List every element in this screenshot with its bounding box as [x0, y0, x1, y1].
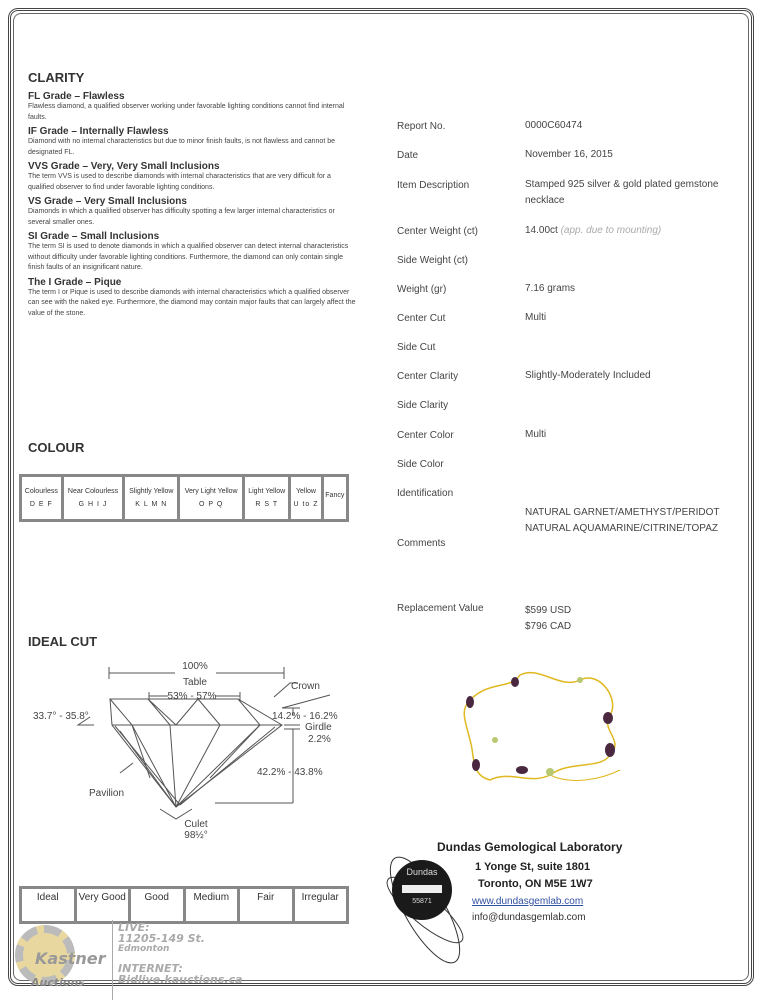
field-value-text: Multi — [525, 429, 547, 440]
diagram-crown-angle: 33.7° - 35.8° — [33, 711, 89, 722]
logo-text: Auctions — [31, 976, 85, 989]
field-value-text: Multi — [525, 312, 547, 323]
grade-text: The term SI is used to denote diamonds in which a qualified observer can detect internal characteristics without difficulty under favorable lighting conditions. Furthermore, the diamond can only contain single finish faults of an insignificant nature. — [28, 243, 349, 271]
lab-website-link[interactable]: www.dundasgemlab.com — [472, 896, 584, 907]
grade-heading: VVS Grade – Very, Very Small Inclusions — [28, 161, 220, 172]
field-value — [525, 368, 725, 384]
cut-grade-label: Fair — [257, 892, 275, 903]
live-city: Edmonton — [118, 944, 170, 954]
lab-address-1: 1 Yonge St, suite 1801 — [475, 861, 591, 873]
cut-grade-cell — [77, 889, 129, 921]
clarity-title: CLARITY — [28, 70, 85, 85]
diagram-pavilion-depth: 42.2% - 43.8% — [257, 767, 323, 778]
colour-name: Fancy — [325, 491, 345, 499]
field-value — [525, 310, 725, 326]
cut-grade-cell — [22, 889, 74, 921]
grade-si — [28, 231, 358, 274]
identification-values — [525, 505, 719, 537]
colour-grades: R S T — [255, 501, 279, 508]
colour-grades: D E F — [29, 501, 53, 508]
field-value-text: 7.16 grams — [525, 283, 576, 294]
grade-heading: IF Grade – Internally Flawless — [28, 126, 169, 137]
grade-if — [28, 126, 358, 158]
colour-grades: O P Q — [199, 501, 224, 508]
field-label: Weight (gr) — [397, 284, 447, 295]
field-label: Side Weight (ct) — [397, 255, 468, 266]
field-value-text: 0000C60474 — [525, 120, 583, 131]
cut-grade-label: Medium — [193, 892, 230, 903]
necklace-photo — [450, 660, 650, 800]
field-value — [525, 177, 725, 209]
grade-text: Diamond with no internal characteristics but due to minor finish faults, is not flawless and cannot be designated FL. — [28, 138, 335, 156]
grade-heading: SI Grade – Small Inclusions — [28, 231, 160, 242]
field-value — [525, 427, 725, 443]
replacement-values — [525, 603, 571, 635]
colour-name: Colourless — [24, 488, 58, 495]
field-label: Center Cut — [397, 313, 446, 324]
replacement-value-label: Replacement Value — [397, 603, 484, 614]
diagram-culet-label: Culet — [184, 819, 208, 830]
field-label: Identification — [397, 488, 454, 499]
watermark-live — [118, 922, 243, 985]
kastner-auctions-logo — [5, 925, 105, 995]
colour-name: Very Light Yellow — [184, 488, 238, 495]
colour-cell — [324, 477, 346, 519]
diamond-cut-diagram — [20, 655, 360, 840]
colour-grades: K L M N — [135, 501, 168, 508]
diagram-girdle-value: 2.2% — [308, 734, 331, 745]
field-label: Report No. — [397, 121, 446, 132]
clarity-section — [28, 88, 358, 319]
field-note: (app. due to mounting) — [560, 225, 662, 236]
colour-cell — [22, 477, 61, 519]
ideal-cut-title: IDEAL CUT — [28, 634, 98, 649]
field-value-text: Stamped 925 silver & gold plated gemstone necklace — [525, 179, 719, 206]
cut-grade-cell — [186, 889, 238, 921]
diagram-width-label: 100% — [182, 661, 208, 672]
seal-number: 55871 — [412, 898, 432, 905]
cut-grade-cell — [240, 889, 292, 921]
replacement-usd: $599 USD — [525, 605, 572, 616]
cut-grade-label: Very Good — [78, 892, 126, 903]
colour-name: Yellow — [296, 488, 316, 495]
cut-grade-table — [19, 886, 349, 924]
colour-cell — [180, 477, 242, 519]
grade-text: Flawless diamond, a qualified observer working under favorable lighting conditions cannot find internal faults. — [28, 103, 345, 121]
grade-heading: The I Grade – Pique — [28, 276, 122, 288]
watermark-divider — [112, 920, 113, 1000]
diagram-table-label: Table — [183, 677, 207, 688]
colour-cell — [64, 477, 123, 519]
seal-top-text: Dundas — [406, 867, 438, 877]
diagram-table-value: 53% - 57% — [167, 691, 217, 702]
diagram-crown-label: Crown — [291, 681, 320, 692]
field-value — [525, 118, 725, 134]
field-value-text: November 16, 2015 — [525, 149, 613, 160]
grade-vs — [28, 196, 358, 228]
cut-grade-label: Irregular — [301, 892, 339, 903]
field-value — [525, 281, 725, 297]
field-value-text: 14.00ct — [525, 225, 558, 236]
field-label: Center Color — [397, 430, 454, 441]
internet-site: Bidlive.kauctions.ca — [118, 973, 243, 986]
field-label: Item Description — [397, 180, 470, 191]
cut-grade-cell — [131, 889, 183, 921]
field-label: Side Clarity — [397, 400, 449, 411]
live-address: 11205-149 St. — [118, 932, 205, 945]
lab-email: info@dundasgemlab.com — [472, 912, 586, 923]
grade-vvs — [28, 161, 358, 193]
grade-text: The term VVS is used to describe diamonds with internal characteristics that are very difficult for a qualified observer to find under favorable lighting conditions. — [28, 173, 331, 191]
lab-seal — [380, 835, 480, 985]
field-label: Side Cut — [397, 342, 436, 353]
field-value-text: Slightly-Moderately Included — [525, 370, 651, 381]
colour-cell — [125, 477, 177, 519]
identification-line: NATURAL AQUAMARINE/CITRINE/TOPAZ — [525, 523, 718, 534]
grade-i — [28, 277, 358, 320]
identification-line: NATURAL GARNET/AMETHYST/PERIDOT — [525, 507, 720, 518]
grade-heading: VS Grade – Very Small Inclusions — [28, 196, 187, 207]
field-label: Center Weight (ct) — [397, 226, 478, 237]
logo-text: Kastner — [35, 949, 106, 968]
field-label: Date — [397, 150, 419, 161]
colour-title: COLOUR — [28, 440, 85, 455]
cut-grade-label: Ideal — [36, 892, 59, 903]
colour-name: Slightly Yellow — [129, 488, 174, 495]
colour-name: Light Yellow — [248, 488, 286, 495]
field-value — [525, 223, 725, 239]
colour-grades: G H I J — [78, 501, 108, 508]
diagram-culet-value: 98½° — [184, 830, 208, 840]
comments-label: Comments — [397, 538, 446, 549]
colour-cell — [245, 477, 288, 519]
grade-fl — [28, 91, 358, 123]
cut-grade-label: Good — [144, 892, 169, 903]
grade-text: Diamonds in which a qualified observer has difficulty spotting a few larger internal characteristics or several smaller ones. — [28, 208, 335, 226]
field-label: Center Clarity — [397, 371, 459, 382]
replacement-cad: $796 CAD — [525, 621, 572, 632]
colour-cell — [291, 477, 320, 519]
field-value — [525, 147, 725, 163]
internet-label: INTERNET: — [118, 962, 183, 975]
diagram-crown-height: 14.2% - 16.2% — [272, 711, 338, 722]
cut-grade-cell — [295, 889, 347, 921]
colour-name: Near Colourless — [67, 488, 119, 495]
colour-scale-table — [19, 474, 349, 522]
diagram-pavilion-label: Pavilion — [89, 788, 125, 799]
diagram-girdle-label: Girdle — [305, 722, 332, 733]
field-label: Side Color — [397, 459, 444, 470]
lab-address-2: Toronto, ON M5E 1W7 — [478, 878, 593, 890]
colour-grades: U to Z — [293, 501, 319, 508]
live-label: LIVE: — [118, 921, 150, 934]
grade-heading: FL Grade – Flawless — [28, 91, 125, 102]
grade-text: The term I or Pique is used to describe diamonds with internal characteristics which a qualified observer can see with the naked eye. Furthermore, the diamond may contain major faults that can largely affect the value of the stone. — [28, 288, 356, 317]
lab-name: Dundas Gemological Laboratory — [437, 840, 623, 854]
